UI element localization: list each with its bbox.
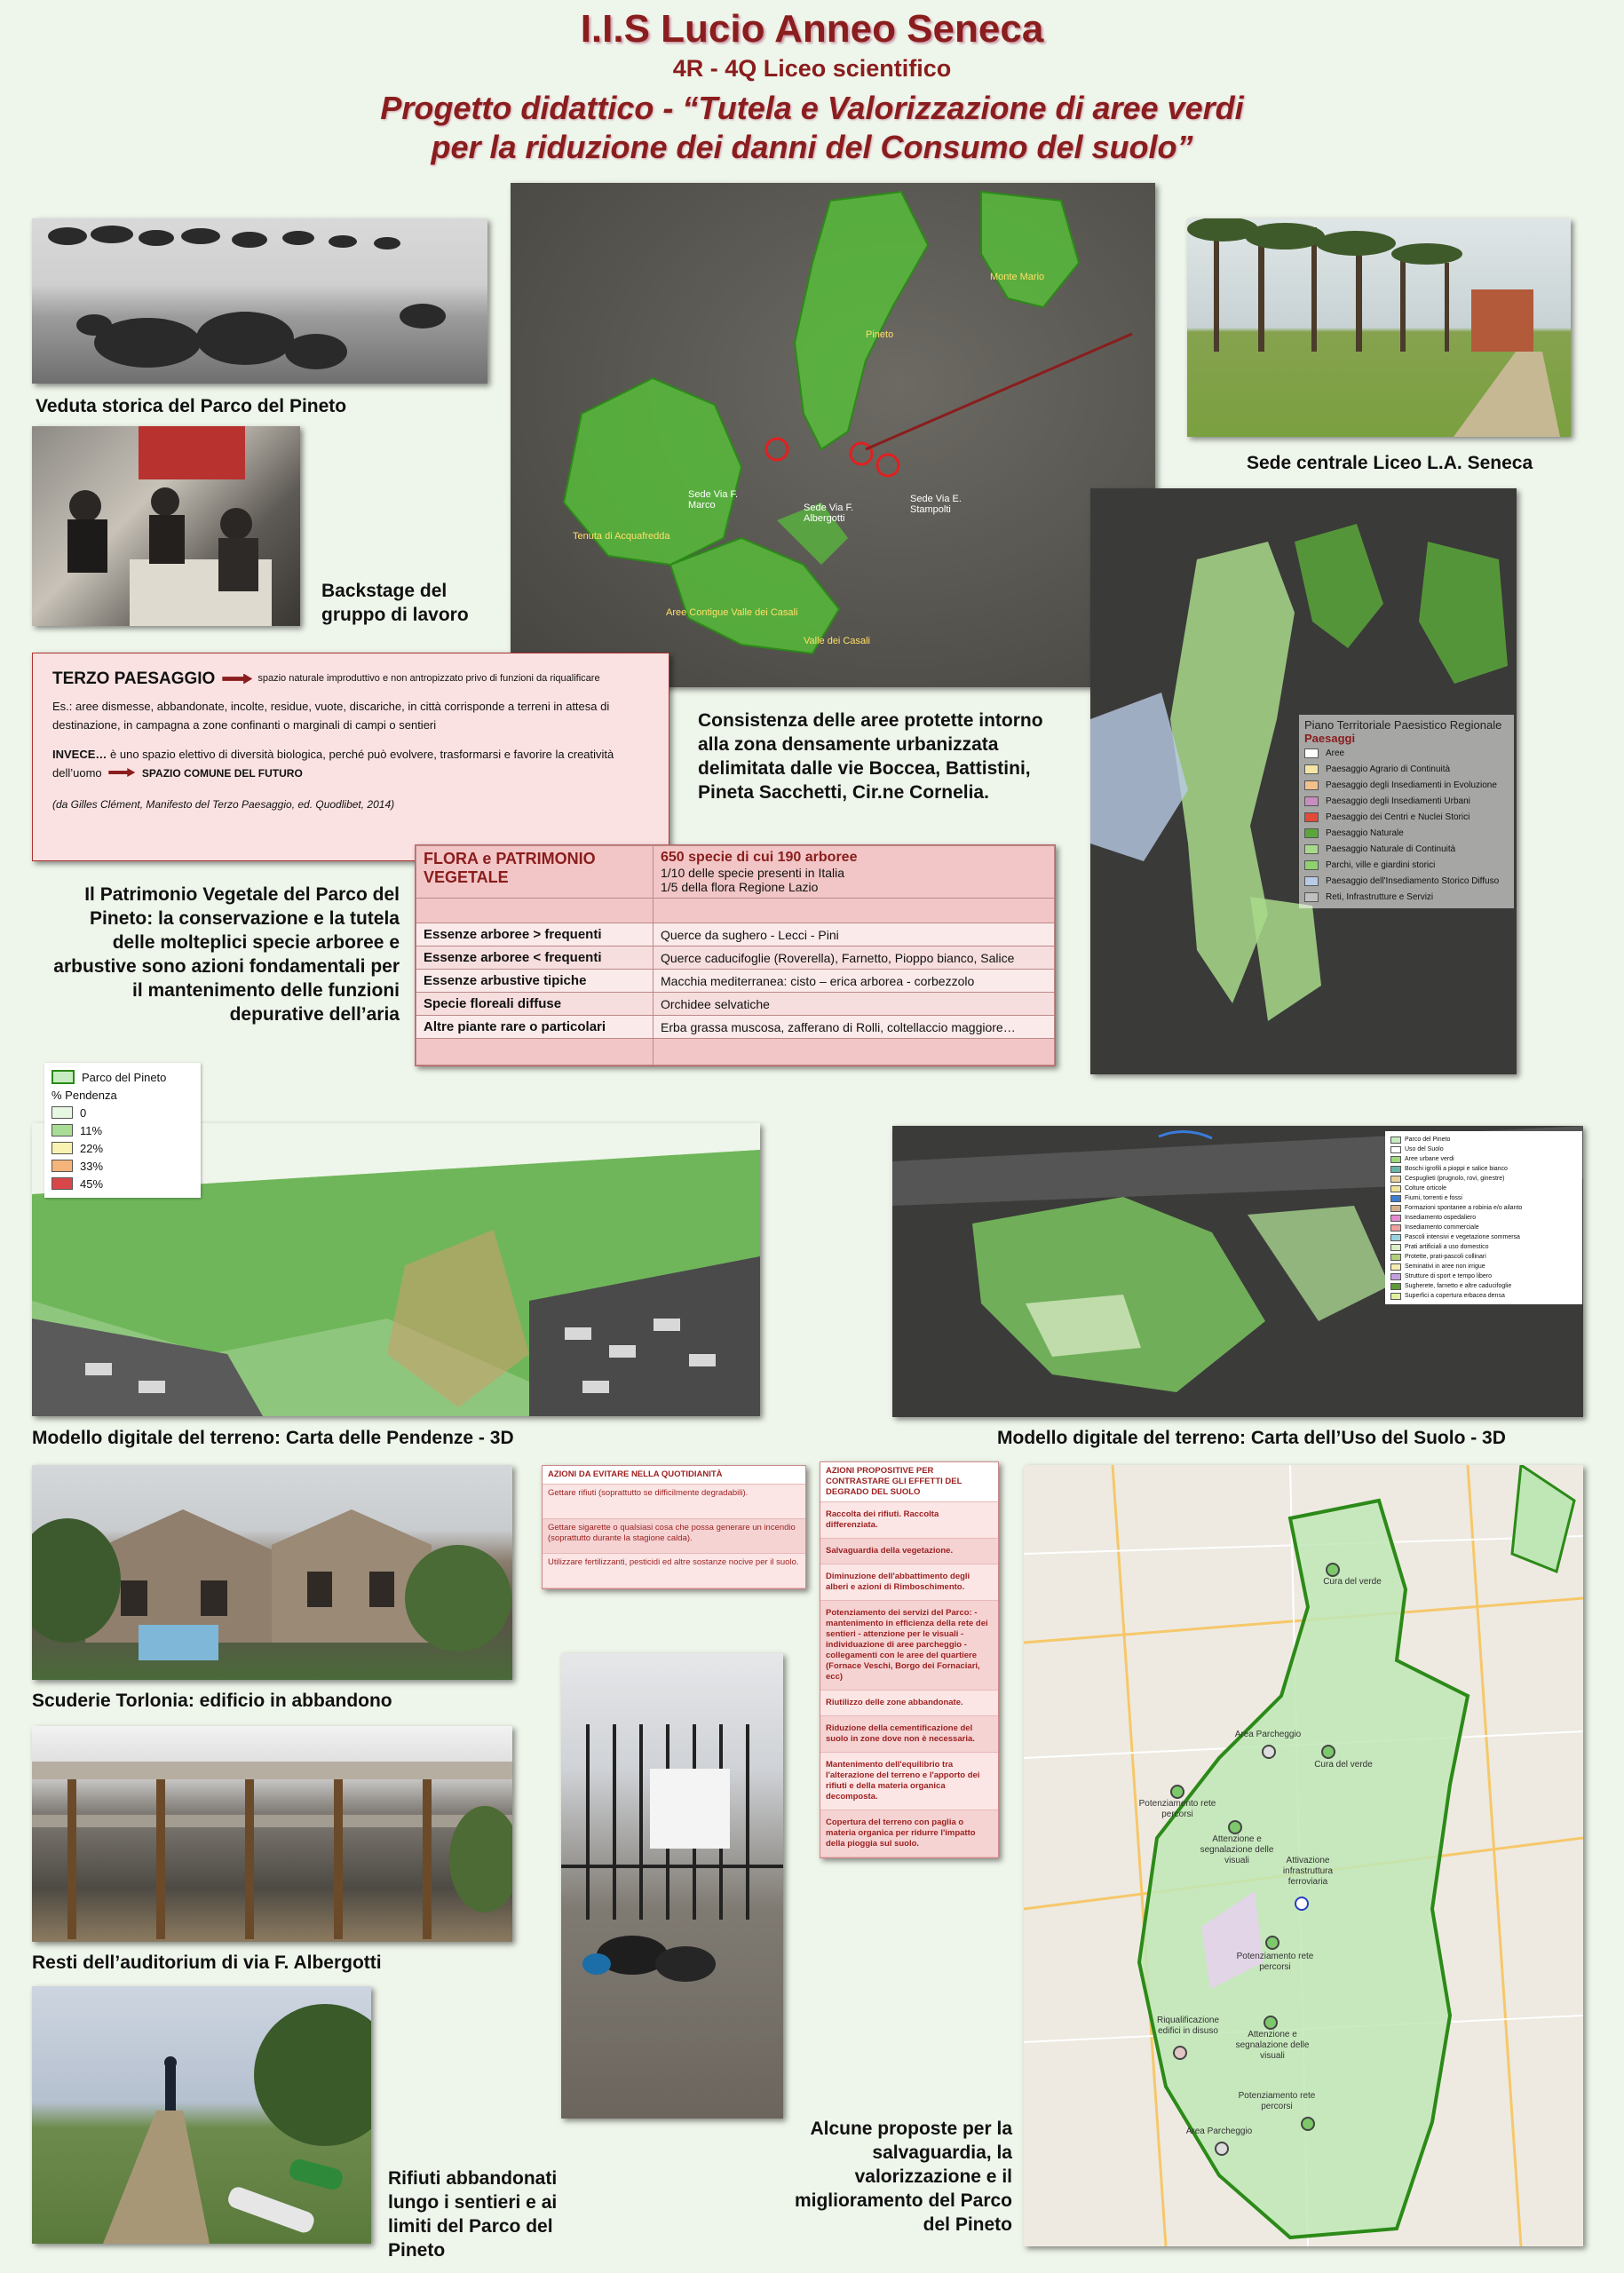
ptpr-legend-label: Paesaggio Naturale di Continuità [1326, 843, 1456, 854]
aerial-label-contigue: Aree Contigue Valle dei Casali [666, 607, 798, 618]
arrow-icon [222, 674, 252, 685]
pendenze-legend-park: Parco del Pineto [82, 1070, 167, 1084]
map-label-pot2: Potenziamento rete percorsi [1236, 1952, 1314, 1972]
usosuolo-legend-label: Parco del Pineto [1405, 1136, 1451, 1143]
usosuolo-legend-item [1390, 1291, 1577, 1301]
legend-swatch [1390, 1224, 1401, 1232]
pendenze-caption: Modello digitale del terreno: Carta delle Pendenze - 3D [32, 1428, 514, 1448]
scuderie-caption: Scuderie Torlonia: edificio in abbandono [32, 1691, 392, 1711]
legend-swatch [1304, 812, 1319, 822]
usosuolo-legend-label: Insediamento ospedaliero [1405, 1215, 1477, 1221]
legend-swatch [1390, 1254, 1401, 1261]
legend-swatch [1390, 1234, 1401, 1241]
usosuolo-legend-label: Cespuglieti (prugnolo, rovi, ginestre) [1405, 1176, 1505, 1182]
usosuolo-legend-label: Pascoli intensivi e vegetazione sommersa [1405, 1234, 1520, 1240]
ptpr-map [1090, 488, 1517, 1074]
flora-table-row [416, 970, 1055, 993]
proposte-caption: Alcune proposte per la salvaguardia, la valorizzazione e il miglioramento del Parco del Pineto [794, 2119, 1012, 2235]
map-label-att2: Attenzione e segnalazione delle visuali [1235, 2030, 1310, 2061]
usosuolo-legend-item [1390, 1281, 1577, 1291]
auditorium-caption: Resti dell’auditorium di via F. Albergotti [32, 1952, 382, 1973]
map-label-park1: Area Parcheggio [1234, 1730, 1302, 1739]
flora-fraction1: 1/10 delle specie presenti in Italia [661, 866, 845, 880]
azione-proposta-item: Riutilizzo delle zone abbandonate. [820, 1691, 998, 1716]
ptpr-legend-label: Paesaggio Naturale [1326, 828, 1404, 838]
pendenze-legend [44, 1063, 201, 1198]
flora-table [415, 844, 1056, 1066]
ptpr-legend-item [1304, 857, 1509, 873]
legend-swatch [1390, 1293, 1401, 1300]
legend-swatch [1390, 1195, 1401, 1202]
usosuolo-3d-map [892, 1126, 1583, 1417]
historic-photo [32, 218, 487, 384]
usosuolo-legend-label: Sugherete, farnetto e altre caducifoglie [1405, 1283, 1512, 1289]
map-label-pot3: Potenziamento rete percorsi [1238, 2091, 1316, 2111]
consistenza-caption: Consistenza delle aree protette intorno alla zona densamente urbanizzata delimitata dalle vie Boccea, Battistini, Pineta Sacchetti, Cir.ne Cornelia. [698, 710, 1043, 803]
flora-table-row [416, 1016, 1055, 1039]
pendenze-legend-item [51, 1139, 194, 1157]
azione-evitare-item: Gettare sigarette o qualsiasi cosa che possa generare un incendio (soprattutto durante la stagione calda). [543, 1519, 805, 1554]
terzo-title: TERZO PAESAGGIO [52, 669, 216, 688]
usosuolo-legend-item [1390, 1184, 1577, 1193]
usosuolo-legend-label: Uso del Suolo [1405, 1146, 1444, 1152]
legend-swatch [51, 1106, 73, 1119]
ptpr-legend-label: Paesaggio degli Insediamenti Urbani [1326, 796, 1470, 806]
legend-swatch [1390, 1176, 1401, 1183]
legend-swatch [1304, 796, 1319, 806]
usosuolo-legend-label: Seminativi in aree non irrigue [1405, 1263, 1485, 1270]
path-graphic [32, 1986, 371, 2244]
aerial-label-acquafredda: Tenuta di Acquafredda [573, 531, 670, 542]
park-swatch [51, 1070, 75, 1084]
ptpr-legend-label: Paesaggio Agrario di Continuità [1326, 764, 1451, 774]
legend-swatch [1390, 1283, 1401, 1290]
aerial-label-sede3: Sede Via E. Stampolti [910, 494, 962, 515]
pendenze-legend-title: % Pendenza [51, 1088, 117, 1102]
legend-swatch [1390, 1273, 1401, 1280]
usosuolo-legend-item [1390, 1174, 1577, 1184]
map-pin-cura2 [1321, 1745, 1335, 1759]
usosuolo-legend-item [1390, 1232, 1577, 1242]
legend-swatch [1390, 1146, 1401, 1153]
legend-swatch [1304, 748, 1319, 758]
usosuolo-legend-item [1390, 1193, 1577, 1203]
legend-swatch [1304, 828, 1319, 838]
flora-table-row [416, 993, 1055, 1016]
pendenze-legend-item [51, 1104, 194, 1121]
sede-caption: Sede centrale Liceo L.A. Seneca [1247, 453, 1533, 473]
pendenze-legend-label: 33% [80, 1159, 104, 1173]
azione-proposta-item: Raccolta dei rifiuti. Raccolta differenziata. [820, 1502, 998, 1539]
pendenze-legend-label: 0 [80, 1105, 87, 1120]
flora-row-value: Querce caducifoglie (Roverella), Farnetto, Pioppo bianco, Salice [654, 946, 1055, 970]
aerial-label-monte-mario: Monte Mario [990, 272, 1045, 282]
ptpr-legend [1299, 715, 1514, 908]
flora-row-label: Essenze arboree > frequenti [416, 923, 654, 946]
pendenze-legend-label: 22% [80, 1141, 104, 1155]
backstage-photo [32, 426, 300, 626]
usosuolo-legend-label: Boschi igrofili a pioppi e salice bianco [1405, 1166, 1508, 1172]
map-pin-park2 [1215, 2142, 1229, 2156]
gate-graphic [561, 1653, 783, 2119]
usosuolo-legend-label: Strutture di sport e tempo libero [1405, 1273, 1493, 1279]
terzo-invece-label: INVECE… [52, 748, 107, 761]
flora-title: FLORA e PATRIMONIO VEGETALE [416, 846, 654, 899]
aerial-label-valle: Valle dei Casali [804, 636, 871, 646]
auditorium-graphic [32, 1726, 512, 1942]
map-pin-cura1 [1326, 1563, 1340, 1577]
legend-swatch [51, 1124, 73, 1136]
flora-row-label: Altre piante rare o particolari [416, 1016, 654, 1039]
azione-proposta-item: Mantenimento dell'equilibrio tra l'alterazione del terreno e l'apporto dei rifiuti e della materia organica decomposta. [820, 1753, 998, 1810]
usosuolo-legend-label: Superfici a copertura erbacea densa [1405, 1293, 1505, 1299]
ptpr-legend-item [1304, 793, 1509, 809]
legend-swatch [51, 1160, 73, 1172]
legend-swatch [1390, 1156, 1401, 1163]
class-subtitle: 4R - 4Q Liceo scientifico [672, 55, 952, 82]
pendenze-legend-label: 45% [80, 1176, 104, 1191]
usosuolo-legend-item [1390, 1144, 1577, 1154]
school-title: I.I.S Lucio Anneo Seneca [580, 7, 1044, 51]
azione-proposta-item: Riduzione della cementificazione del suolo in zone dove non è necessaria. [820, 1716, 998, 1753]
legend-swatch [1304, 876, 1319, 886]
azioni-evitare-box [542, 1465, 806, 1589]
ptpr-legend-label: Aree [1326, 748, 1345, 758]
usosuolo-legend-item [1390, 1164, 1577, 1174]
map-label-riq: Riqualificazione edifici in disuso [1156, 2016, 1220, 2036]
pendenze-legend-label: 11% [80, 1123, 103, 1137]
legend-swatch [1390, 1136, 1401, 1144]
auditorium-photo [32, 1726, 512, 1942]
azione-proposta-item: Copertura del terreno con paglia o materia organica per ridurre l'impatto della pioggia sul suolo. [820, 1810, 998, 1857]
ruined-building-graphic [32, 1465, 512, 1680]
azione-evitare-item: Gettare rifiuti (soprattutto se difficilmente degradabili). [543, 1485, 805, 1519]
usosuolo-legend-item [1390, 1271, 1577, 1281]
terzo-source: (da Gilles Clément, Manifesto del Terzo Paesaggio, ed. Quodlibet, 2014) [52, 798, 395, 811]
ptpr-legend-label: Paesaggio dell'Insediamento Storico Diffuso [1326, 875, 1500, 886]
usosuolo-legend-item [1390, 1252, 1577, 1262]
azione-proposta-item: Diminuzione dell'abbattimento degli alberi e azioni di Rimboschimento. [820, 1564, 998, 1601]
usosuolo-legend-item [1390, 1262, 1577, 1271]
project-title-line1: Progetto didattico - “Tutela e Valorizzazione di aree verdi [380, 90, 1244, 126]
map-pin-att1 [1228, 1820, 1242, 1834]
legend-swatch [1304, 764, 1319, 774]
ptpr-legend-item [1304, 841, 1509, 857]
rifiuti-gate-photo [561, 1653, 783, 2119]
rifiuti-caption: Rifiuti abbandonati lungo i sentieri e ai limiti del Parco del Pineto [388, 2168, 558, 2261]
sede-photo [1187, 218, 1571, 437]
legend-swatch [1390, 1215, 1401, 1222]
map-pin-park1 [1262, 1745, 1276, 1759]
ptpr-legend-label: Reti, Infrastrutture e Servizi [1326, 891, 1434, 902]
pendenze-legend-item [51, 1157, 194, 1175]
legend-swatch [1304, 892, 1319, 902]
ptpr-legend-item [1304, 889, 1509, 905]
flora-row-label: Essenze arbustive tipiche [416, 970, 654, 993]
azioni-evitare-title: AZIONI DA EVITARE NELLA QUOTIDIANITÀ [543, 1466, 805, 1485]
azione-proposta-item: Salvaguardia della vegetazione. [820, 1539, 998, 1564]
aerial-green-areas [511, 183, 1155, 687]
legend-swatch [1390, 1205, 1401, 1212]
patrimonio-caption: Il Patrimonio Vegetale del Parco del Pineto: la conservazione e la tutela delle molteplici specie arboree e arbustive sono azioni fondamentali per il mantenimento delle funzioni depurative dell’aria [53, 884, 400, 1025]
flora-row-value: Erba grassa muscosa, zafferano di Rolli, coltellaccio maggiore… [654, 1016, 1055, 1039]
flora-fraction2: 1/5 della flora Regione Lazio [661, 880, 819, 894]
map-label-park2: Area Parcheggio [1185, 2126, 1253, 2136]
arrow-icon [108, 768, 135, 777]
project-title [0, 89, 1624, 167]
flora-row-value: Querce da sughero - Lecci - Pini [654, 923, 1055, 946]
pendenze-legend-item [51, 1175, 194, 1192]
legend-swatch [1390, 1263, 1401, 1271]
terzo-invece: è uno spazio elettivo di diversità biologica, perché può evolvere, trasformarsi e favorire la creatività dell’uomo [52, 748, 614, 780]
pendenze-legend-item [51, 1121, 194, 1139]
usosuolo-legend-label: Formazioni spontanee a robinia e/o ailanto [1405, 1205, 1523, 1211]
map-label-pot1: Potenziamento rete percorsi [1138, 1799, 1216, 1819]
usosuolo-legend-item [1390, 1242, 1577, 1252]
map-label-att-inf: Attivazione infrastruttura ferroviaria [1282, 1856, 1334, 1887]
usosuolo-legend [1385, 1131, 1582, 1304]
map-pin-att2 [1264, 2016, 1278, 2030]
legend-swatch [51, 1142, 73, 1154]
flora-row-value: Macchia mediterranea: cisto – erica arborea - corbezzolo [654, 970, 1055, 993]
legend-swatch [1390, 1166, 1401, 1173]
legend-swatch [1304, 860, 1319, 870]
usosuolo-legend-item [1390, 1203, 1577, 1213]
ptpr-legend-label: Paesaggio dei Centri e Nuclei Storici [1326, 812, 1470, 822]
map-label-cura1: Cura del verde [1323, 1577, 1382, 1587]
rifiuti-path-photo [32, 1986, 371, 2244]
usosuolo-legend-label: Protette, prati-pascoli collinari [1405, 1254, 1486, 1260]
legend-swatch [1390, 1185, 1401, 1192]
usosuolo-legend-item [1390, 1213, 1577, 1223]
usosuolo-legend-item [1390, 1223, 1577, 1232]
azione-evitare-item: Utilizzare fertilizzanti, pesticidi ed altre sostanze nocive per il suolo. [543, 1554, 805, 1588]
map-label-cura2: Cura del verde [1314, 1760, 1373, 1770]
map-pin-att-inf [1295, 1897, 1309, 1911]
legend-swatch [51, 1177, 73, 1190]
ptpr-legend-label: Parchi, ville e giardini storici [1326, 859, 1436, 870]
terzo-example: Es.: aree dismesse, abbandonate, incolte, residue, vuote, discariche, in città corrisponde a terreni in attesa di destinazione, in campagna a zone confinanti o marginali di campi o sentieri [52, 700, 610, 732]
ptpr-legend-item [1304, 825, 1509, 841]
ptpr-legend-item [1304, 745, 1509, 761]
usosuolo-legend-item [1390, 1154, 1577, 1164]
legend-swatch [1304, 844, 1319, 854]
terzo-title-desc: spazio naturale improduttivo e non antropizzato privo di funzioni da riqualificare [257, 673, 600, 684]
map-pin-pot3 [1301, 2117, 1315, 2131]
map-pin-pot1 [1170, 1785, 1184, 1799]
ptpr-legend-title: Piano Territoriale Paesistico Regionale [1304, 718, 1502, 732]
ptpr-legend-item [1304, 777, 1509, 793]
usosuolo-legend-label: Colture orticole [1405, 1185, 1447, 1192]
ptpr-legend-subtitle: Paesaggi [1304, 732, 1356, 745]
usosuolo-legend-label: Prati artificiali a uso domestico [1405, 1244, 1489, 1250]
azioni-proposte-box [820, 1461, 999, 1858]
flora-row-label: Specie floreali diffuse [416, 993, 654, 1016]
legend-swatch [1304, 780, 1319, 790]
aerial-label-sede1: Sede Via F. Marco [688, 489, 739, 511]
flora-count: 650 specie di cui 190 arboree [661, 850, 858, 865]
ptpr-legend-item [1304, 873, 1509, 889]
ptpr-legend-item [1304, 761, 1509, 777]
students-graphic [32, 426, 300, 626]
ptpr-legend-label: Paesaggio degli Insediamenti in Evoluzione [1326, 780, 1497, 790]
usosuolo-legend-label: Fiumi, torrenti e fossi [1405, 1195, 1462, 1201]
azione-proposta-item: Potenziamento dei servizi del Parco: - mantenimento in efficienza della rete dei sentieri - attenzione per le visuali - individuazione di aree parcheggio - collegamenti con le aree del quartiere (Fornace Veschi, Borgo dei Fornaciari, ecc) [820, 1601, 998, 1691]
azioni-proposte-title: AZIONI PROPOSITIVE PER CONTRASTARE GLI EFFETTI DEL DEGRADO DEL SUOLO [820, 1462, 998, 1502]
map-label-att1: Attenzione e segnalazione delle visuali [1200, 1834, 1274, 1865]
pine-trees-graphic [1187, 218, 1571, 437]
terzo-spazio: SPAZIO COMUNE DEL FUTURO [141, 767, 303, 780]
historic-caption: Veduta storica del Parco del Pineto [36, 396, 347, 416]
aerial-label-pineto: Pineto [866, 329, 894, 340]
flora-table-row [416, 923, 1055, 946]
ptpr-legend-item [1304, 809, 1509, 825]
terzo-paesaggio-box [32, 653, 669, 861]
backstage-caption: Backstage del gruppo di lavoro [321, 581, 469, 625]
usosuolo-legend-label: Aree urbane verdi [1405, 1156, 1454, 1162]
usosuolo-legend-label: Insediamento commerciale [1405, 1224, 1479, 1231]
historic-trees-graphic [32, 218, 487, 384]
flora-row-label: Essenze arboree < frequenti [416, 946, 654, 970]
aerial-map [511, 183, 1155, 687]
flora-table-row [416, 946, 1055, 970]
project-title-line2: per la riduzione dei danni del Consumo del suolo” [431, 129, 1193, 165]
usosuolo-legend-item [1390, 1135, 1577, 1144]
flora-row-value: Orchidee selvatiche [654, 993, 1055, 1016]
legend-swatch [1390, 1244, 1401, 1251]
proposte-map [1024, 1465, 1583, 2246]
scuderie-photo [32, 1465, 512, 1680]
map-pin-riq [1173, 2046, 1187, 2060]
map-pin-pot2 [1265, 1936, 1279, 1950]
usosuolo-caption: Modello digitale del terreno: Carta dell’Uso del Suolo - 3D [997, 1428, 1506, 1448]
aerial-label-sede2: Sede Via F. Albergotti [804, 503, 854, 524]
